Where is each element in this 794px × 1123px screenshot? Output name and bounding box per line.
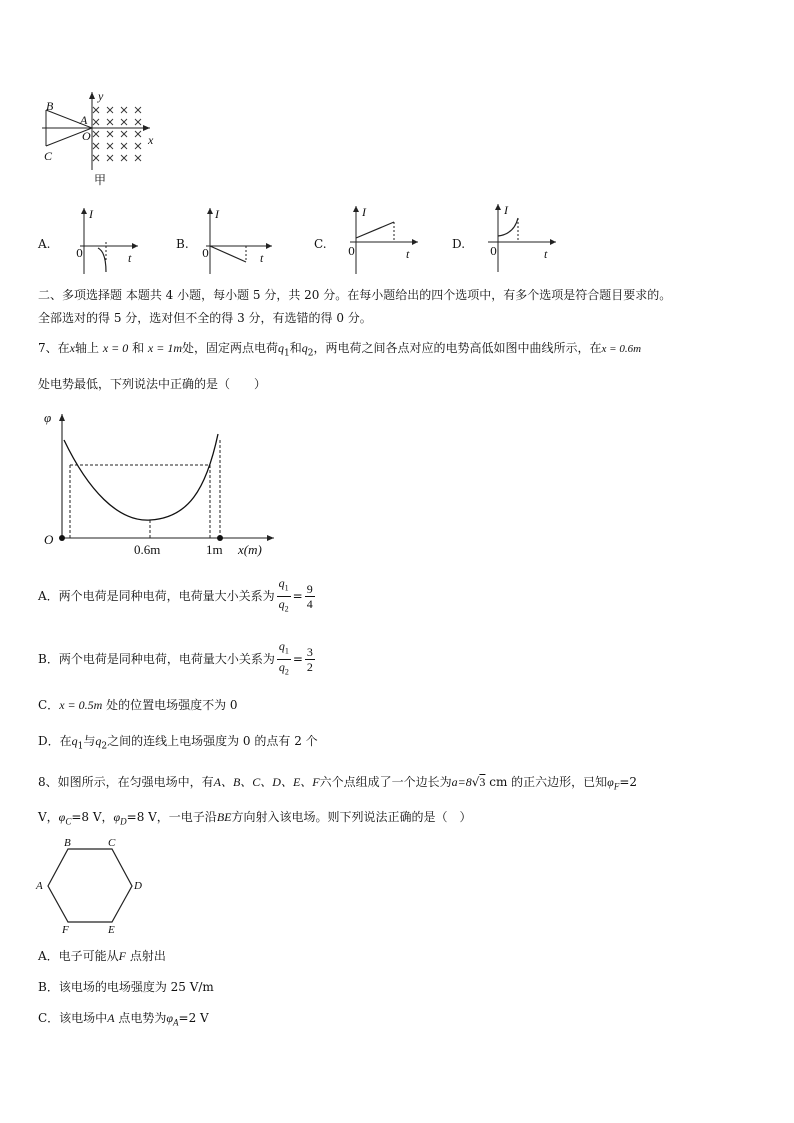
hex-E: E bbox=[108, 924, 115, 936]
q8-option-A: A．电子可能从F 点射出 bbox=[38, 949, 166, 963]
q7-option-A: A．两个电荷是同种电荷，电荷量大小关系为 $\frac{q_1}{q_2}$ = $\frac{9}{4}$ bbox=[38, 576, 313, 613]
phi-axis-label: φ bbox=[44, 410, 52, 425]
q7-option-B: B．两个电荷是同种电荷，电荷量大小关系为 $\frac{q_1}{q_2}$ = $\frac{3}{2}$ bbox=[38, 639, 313, 676]
label-x: x bbox=[148, 133, 154, 147]
tick-1m: 1m bbox=[206, 542, 223, 557]
axis-t: t bbox=[544, 247, 548, 261]
q6-graph-D bbox=[484, 200, 560, 276]
origin-0: 0 bbox=[348, 245, 355, 258]
q8-hexagon-figure bbox=[36, 834, 156, 936]
q7-stem-line1: 7、在x轴上 x = 0 和 x = 1m处，固定两点电荷$q_1$和$q_2$，两电荷之间各点对应的电势高低如图中曲线所示，在x = 0.6m bbox=[38, 341, 642, 359]
origin-label: O bbox=[44, 532, 54, 547]
x-axis-label: x(m) bbox=[238, 542, 262, 557]
origin-0: 0 bbox=[202, 247, 209, 260]
q6-graph-C bbox=[346, 202, 422, 278]
q8-option-C: C．该电场中A 点电势为$\varphi_A=2$ V bbox=[38, 1011, 209, 1028]
label-B: B bbox=[46, 99, 54, 113]
label-y: y bbox=[98, 89, 104, 103]
label-A: A bbox=[80, 113, 88, 127]
hex-A: A bbox=[36, 880, 43, 892]
hex-D: D bbox=[134, 880, 142, 892]
axis-I: I bbox=[89, 207, 93, 221]
q7-potential-graph bbox=[38, 410, 278, 560]
axis-I: I bbox=[215, 207, 219, 221]
section2-line1: 二、多项选择题 本题共 4 小题，每小题 5 分，共 20 分。在每小题给出的四个选项中，有多个选项是符合题目要求的。 bbox=[38, 288, 672, 302]
hex-C: C bbox=[108, 837, 116, 849]
axis-t: t bbox=[128, 251, 132, 265]
axis-I: I bbox=[504, 203, 508, 217]
label-O: O bbox=[82, 129, 91, 143]
hex-B: B bbox=[64, 837, 71, 849]
q8-option-B: B．该电场的电场强度为 25 V/m bbox=[38, 980, 214, 994]
tick-0.6m: 0.6m bbox=[134, 542, 161, 557]
label-C: C bbox=[44, 149, 53, 163]
q6-graph-B bbox=[200, 202, 276, 278]
q7-option-D: D．在$q_1$与$q_2$之间的连线上电场强度为 0 的点有 2 个 bbox=[38, 734, 318, 752]
axis-t: t bbox=[406, 247, 410, 261]
q6-option-D-label: D. bbox=[452, 237, 466, 251]
axis-t: t bbox=[260, 251, 264, 265]
origin-0: 0 bbox=[490, 245, 497, 258]
q8-stem-line2: V，$\varphi_C=8$ V，$\varphi_D=8$ V，一电子沿BE方向射入该电场。则下列说法正确的是（ ） bbox=[38, 810, 472, 827]
figure-caption: 甲 bbox=[94, 173, 107, 187]
q6-option-C-label: C. bbox=[314, 237, 327, 251]
figure-jia bbox=[38, 88, 168, 188]
q8-stem-line1: 8、如图所示，在匀强电场中，有A、B、C、D、E、F六个点组成了一个边长为a=8√3 cm 的正六边形，已知$\varphi_F=2$ bbox=[38, 775, 638, 792]
q6-option-B-label: B. bbox=[176, 237, 189, 251]
q7-option-C: C．x = 0.5m 处的位置电场强度不为 0 bbox=[38, 698, 238, 712]
section2-line2: 全部选对的得 5 分，选对但不全的得 3 分，有选错的得 0 分。 bbox=[38, 311, 372, 325]
q7-stem-line2: 处电势最低，下列说法中正确的是（ ） bbox=[38, 377, 267, 391]
origin-0: 0 bbox=[76, 247, 83, 260]
axis-I: I bbox=[362, 205, 366, 219]
q6-graph-A bbox=[72, 202, 142, 278]
q6-option-A-label: A. bbox=[38, 237, 51, 251]
hex-F: F bbox=[62, 924, 69, 936]
